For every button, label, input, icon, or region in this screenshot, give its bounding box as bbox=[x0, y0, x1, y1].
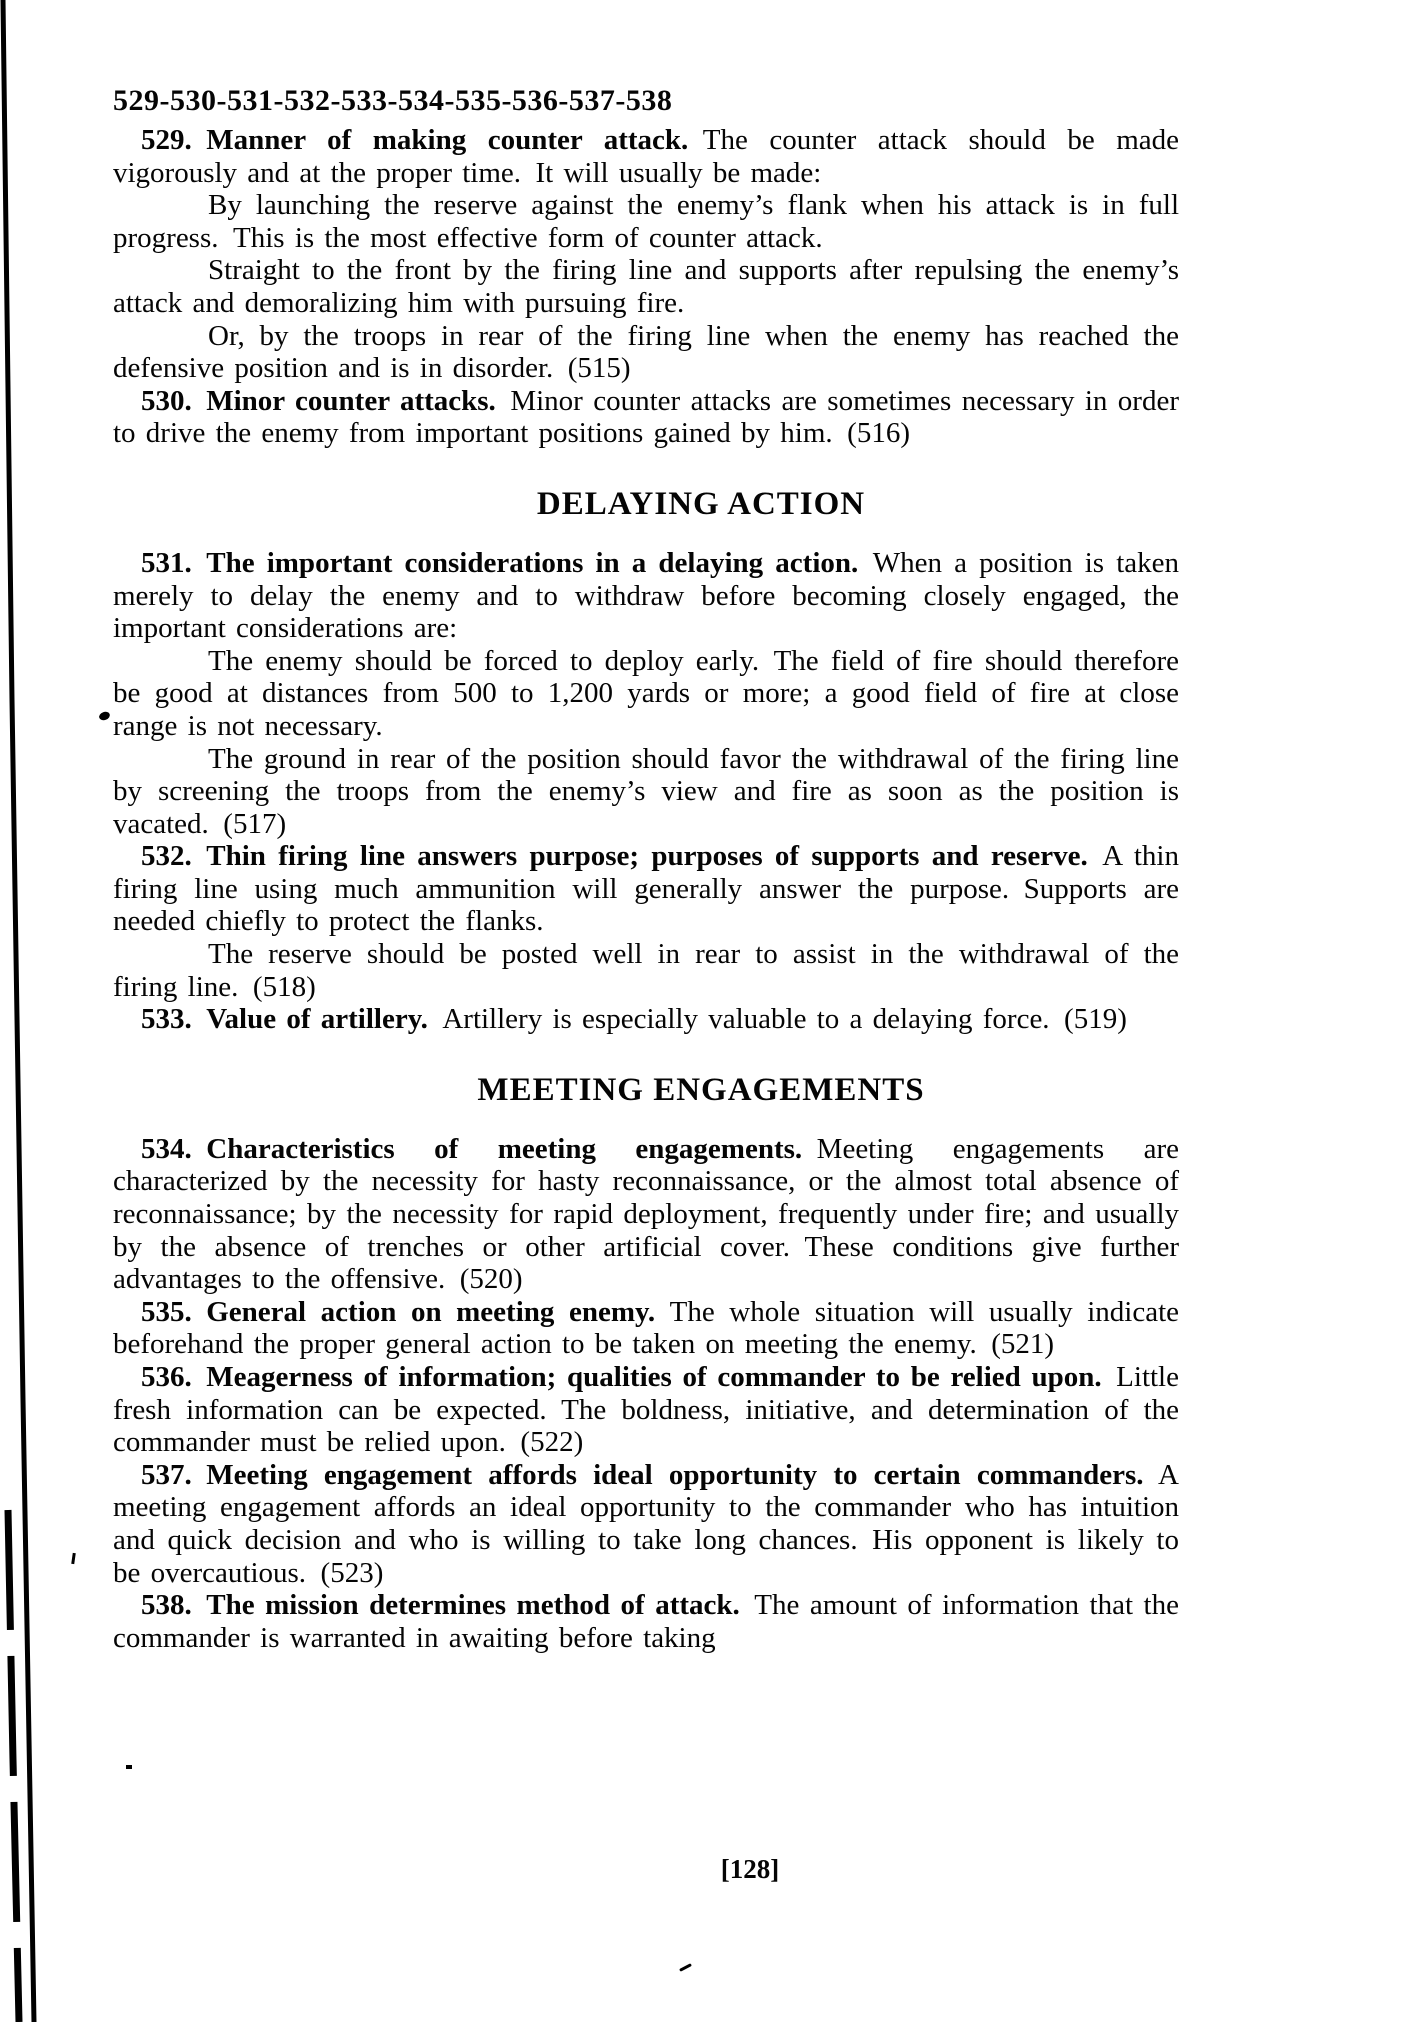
ink-speck-artifact bbox=[71, 1553, 76, 1564]
paragraph-529 bbox=[113, 124, 1179, 189]
ink-speck-artifact bbox=[126, 1765, 132, 1769]
section-heading-meeting-engagements: MEETING ENGAGEMENTS bbox=[477, 1071, 925, 1108]
paragraph-533 bbox=[113, 1003, 1179, 1036]
ink-mark-artifact bbox=[679, 1963, 692, 1972]
paragraph-532 bbox=[113, 840, 1179, 938]
paragraph-535 bbox=[113, 1296, 1179, 1361]
paragraph-531-sub-1: The enemy should be forced to deploy early. The field of fire should therefore be good at distances from 500 to 1,200 yards or more; a good field of fire at close range is not necessary. bbox=[113, 644, 1179, 742]
paragraph-536-body: Little fresh information can be expected. The boldness, initiative, and determination of the commander must be relied upon. (522) bbox=[113, 1361, 1179, 1459]
paragraph-538 bbox=[113, 1589, 1179, 1654]
paragraph-529-sub-2: Straight to the front by the firing line and supports after repulsing the enemy’s attack and demoralizing him with pursuing fire. bbox=[113, 254, 1179, 319]
running-head-paragraph-numbers: 529-530-531-532-533-534-535-536-537-538 bbox=[113, 84, 673, 117]
paragraph-529-sub-3: Or, by the troops in rear of the firing line when the enemy has reached the defensive position and is in disorder. (515) bbox=[113, 319, 1179, 385]
paragraph-534-heading: 534. Characteristics of meeting engagements. bbox=[141, 1132, 803, 1165]
paragraph-530 bbox=[113, 385, 1179, 450]
ink-dot-artifact bbox=[98, 710, 111, 721]
paragraph-530-heading: 530. Minor counter attacks. bbox=[141, 384, 496, 417]
page-number-footer: [128] bbox=[720, 1854, 780, 1884]
paragraph-529-sub-1: By launching the reserve against the enemy’s flank when his attack is in full progress. This is the most effective form of counter attack. bbox=[113, 189, 1179, 254]
paragraph-535-body: The whole situation will usually indicate beforehand the proper general action to be taken on meeting the enemy. (521) bbox=[113, 1295, 1180, 1361]
paragraph-531 bbox=[113, 547, 1179, 645]
paragraph-533-body: Artillery is especially valuable to a delaying force. (519) bbox=[427, 1003, 1127, 1036]
page-text-block bbox=[113, 84, 1179, 1654]
paragraph-538-heading: 538. The mission determines method of attack. bbox=[141, 1589, 740, 1622]
paragraph-533-heading: 533. Value of artillery. bbox=[141, 1003, 428, 1036]
paragraph-531-body: When a position is taken merely to delay the enemy and to withdraw before becoming closely engaged, the important considerations are: bbox=[113, 546, 1179, 645]
paragraph-530-body: Minor counter attacks are sometimes necessary in order to drive the enemy from important positions gained by him. (516) bbox=[113, 384, 1179, 450]
scan-edge-artifact bbox=[0, 0, 70, 2022]
paragraph-538-body: The amount of information that the commander is warranted in awaiting before taking bbox=[113, 1589, 1179, 1654]
paragraph-531-sub-2: The ground in rear of the position should favor the withdrawal of the firing line by screening the troops from the enemy’s view and fire as soon as the position is vacated. (517) bbox=[113, 742, 1179, 840]
paragraph-536 bbox=[113, 1361, 1179, 1459]
paragraph-532-sub-1: The reserve should be posted well in rear to assist in the withdrawal of the firing line. (518) bbox=[113, 938, 1179, 1003]
paragraph-531-heading: 531. The important considerations in a delaying action. bbox=[141, 546, 859, 579]
paragraph-534-body: Meeting engagements are characterized by the necessity for hasty reconnaissance, or the almost total absence of reconnaissance; by the necessity for rapid deployment, frequently under fire; and usually by the absence of trenches or other artificial cover. These conditions give further advantages to the offensive. (520) bbox=[113, 1132, 1179, 1296]
section-heading-delaying-action: DELAYING ACTION bbox=[536, 485, 866, 522]
paragraph-529-body: The counter attack should be made vigorously and at the proper time. It will usually be made: bbox=[113, 124, 1180, 189]
paragraph-535-heading: 535. General action on meeting enemy. bbox=[141, 1295, 656, 1328]
paragraph-537 bbox=[113, 1459, 1179, 1589]
paragraph-537-body: A meeting engagement affords an ideal opportunity to the commander who has intuition and quick decision and who is willing to take long chances. His opponent is likely to be overcautious. (523) bbox=[113, 1458, 1179, 1589]
paragraph-529-heading: 529. Manner of making counter attack. bbox=[141, 124, 689, 156]
paragraph-532-body: A thin firing line using much ammunition will generally answer the purpose. Supports are needed chiefly to protect the flanks. bbox=[113, 840, 1179, 938]
paragraph-534 bbox=[113, 1133, 1179, 1296]
paragraph-532-heading: 532. Thin firing line answers purpose; purposes of supports and reserve. bbox=[141, 840, 1088, 873]
paragraph-536-heading: 536. Meagerness of information; qualities of commander to be relied upon. bbox=[141, 1361, 1102, 1393]
paragraph-537-heading: 537. Meeting engagement affords ideal opportunity to certain commanders. bbox=[141, 1458, 1144, 1491]
